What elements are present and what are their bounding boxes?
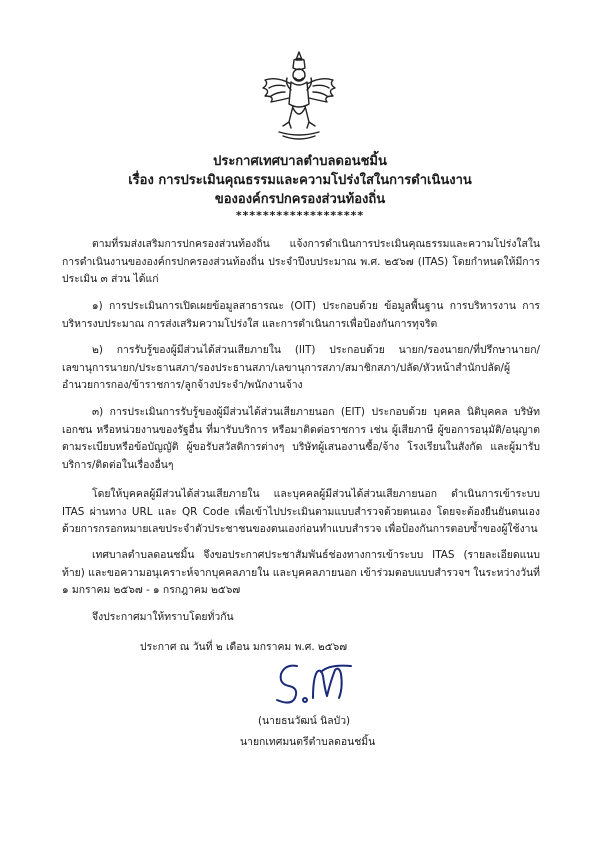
signer-title: นายกเทศมนตรีตำบลดอนชมิ้น (240, 736, 376, 748)
signature-image (255, 660, 365, 710)
paragraph-instructions: โดยให้บุคคลผู้มีส่วนได้ส่วนเสียภายใน และบุคคลผู้มีส่วนได้ส่วนเสียภายนอก ดำเนินการเข้าระบบ ITAS ผ่านทาง URL และ QR Code เพื่อเข้าไปประเมินตามแบบสำรวจด้วยตนเอง โดยจะต้องยืนยันตนเองด้วยการกรอกหมายเลขประจำตัวประชาชนของตนเองก่อนทำแบบสำรวจ เพื่อป้องกันการตอบซ้ำของผู้ใช้งาน (62, 488, 540, 535)
garuda-emblem-icon (255, 48, 343, 144)
paragraph-oit: ๑) การประเมินการเปิดเผยข้อมูลสาธารณะ (OIT) ประกอบด้วย ข้อมูลพื้นฐาน การบริหารงาน การบริหารงบประมาณ การส่งเสริมความโปร่งใส และการดำเนินการเพื่อป้องกันการทุจริต (62, 300, 540, 330)
paragraph-intro: ตามที่รมส่งเสริมการปกครองส่วนท้องถิ่น แจ้งการดำเนินการประเมินคุณธรรมและความโปร่งใสในการดำเนินงานขององค์กรปกครองส่วนท้องถิ่น ประจำปีงบประมาณ พ.ศ. ๒๕๖๗ (ITAS) โดยกำหนดให้มีการประเมิน ๓ ส่วน ได้แก่ (62, 238, 540, 285)
document-subject: เรื่อง การประเมินคุณธรรมและความโปร่งใสในการดำเนินงาน (128, 173, 472, 188)
document-subject-cont: ขององค์กรปกครองส่วนท้องถิ่น (214, 192, 386, 207)
separator-stars: ******************* (235, 209, 365, 222)
issue-date: ประกาศ ณ วันที่ ๒ เดือน มกราคม พ.ศ. ๒๕๖๗ (140, 641, 348, 653)
paragraph-iit: ๒) การรับรู้ของผู้มีส่วนได้ส่วนเสียภายใน (IIT) ประกอบด้วย นายก/รองนายก/ที่ปรึกษานายก/เลขานุการนายก/ประธานสภา/รองประธานสภา/เลขานุการสภา/สมาชิกสภา/ปลัด/หัวหน้าสำนักปลัด/ผู้อำนวยการกอง/ข้าราชการ/ลูกจ้างประจำ/พนักงานจ้าง (62, 344, 540, 391)
document-title: ประกาศเทศบาลตำบลดอนชมิ้น (213, 154, 387, 169)
paragraph-eit: ๓) การประเมินการรับรู้ของผู้มีส่วนได้ส่วนเสียภายนอก (EIT) ประกอบด้วย บุคคล นิติบุคคล บริษัทเอกชน หรือหน่วยงานของรัฐอื่น ที่มารับบริการ หรือมาติดต่อราชการ เช่น ผู้เสียภาษี ผู้ขอการอนุมัติ/อนุญาตตามระเบียบหรือข้อบัญญัติ ผู้ขอรับสวัสดิการต่างๆ บริษัทผู้เสนองานซื้อ/จ้าง โรงเรียนในสังกัด และผู้มารับบริการ/ติดต่อในเรื่องอื่นๆ (62, 406, 540, 471)
paragraph-announcement: เทศบาลตำบลดอนชมิ้น จึงขอประกาศประชาสัมพันธ์ช่องทางการเข้าระบบ ITAS (รายละเอียดแนบท้าย) และขอความอนุเคราะห์จากบุคคลภายใน และบุคคลภายนอก เข้าร่วมตอบแบบสำรวจฯ ในระหว่างวันที่ ๑ มกราคม ๒๕๖๗ - ๑ กรกฎาคม ๒๕๖๗ (62, 549, 540, 596)
signer-name: (นายธนวัฒน์ นิลบัว) (258, 715, 351, 727)
title-block (60, 152, 540, 223)
paragraph-closing: จึงประกาศมาให้ทราบโดยทั่วกัน (92, 611, 234, 623)
